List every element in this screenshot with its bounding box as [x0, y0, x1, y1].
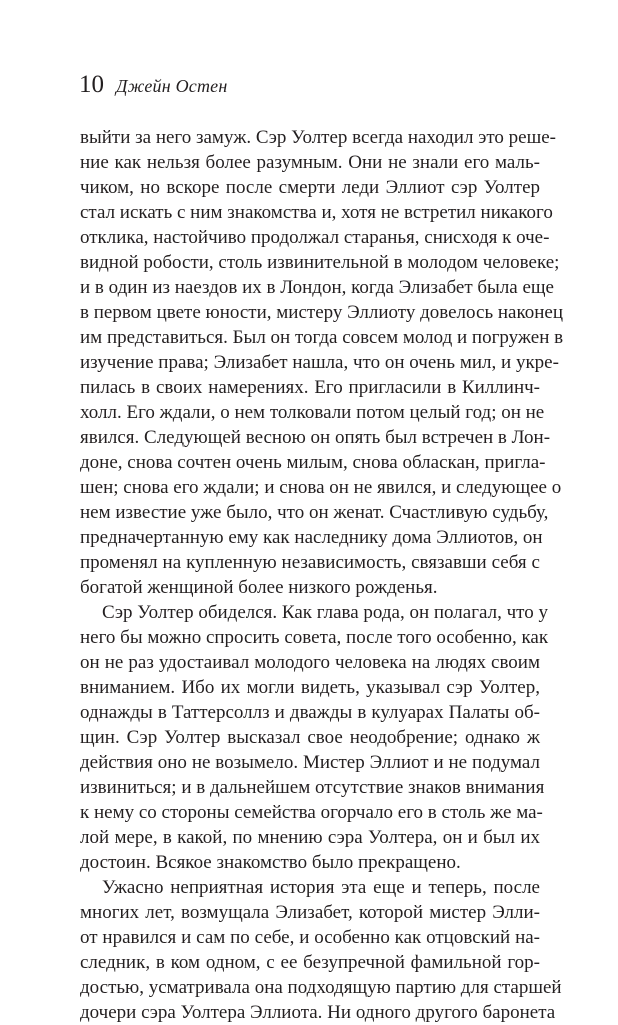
text-line: достоин. Всякое знакомство было прекращено. — [80, 852, 461, 873]
text-line: дочери сэра Уолтера Эллиота. Ни одного другого баронета — [80, 1002, 556, 1023]
text-line: шен; снова его ждали; и снова он не явился, и следующее о — [80, 477, 562, 498]
text-line: следник, в ком одном, с ее безупречной фамильной гор- — [80, 952, 540, 973]
text-line: от нравился и сам по себе, и особенно как отцовский на- — [80, 927, 540, 948]
text-line: променял на купленную независимость, связавши себя с — [80, 552, 540, 573]
text-line: доне, снова сочтен очень милым, снова обласкан, пригла- — [80, 452, 546, 473]
paragraph — [80, 125, 564, 600]
text-line: отклика, настойчиво продолжал старанья, снисходя к оче- — [80, 227, 550, 248]
text-line: щин. Сэр Уолтер высказал свое неодобрение; однако ж — [80, 727, 540, 748]
text-line: достью, усматривала она подходящую партию для старшей — [80, 977, 562, 998]
text-line: выйти за него замуж. Сэр Уолтер всегда находил это реше- — [80, 127, 556, 148]
text-line: холл. Его ждали, о нем толковали потом целый год; он не — [80, 402, 545, 423]
text-line: действия оно не возымело. Мистер Эллиот и не подумал — [80, 752, 540, 773]
text-line: Сэр Уолтер обиделся. Как глава рода, он полагал, что у — [102, 602, 548, 623]
text-line: извиниться; и в дальнейшем отсутствие знаков внимания — [80, 777, 545, 798]
text-line: в первом цвете юности, мистеру Эллиоту довелось наконец — [80, 302, 563, 323]
paragraph — [80, 875, 562, 1025]
text-line: к нему со стороны семейства огорчало его в столь же ма- — [80, 802, 543, 823]
page-number: 10 — [79, 71, 104, 98]
text-line: нем известие уже было, что он женат. Счастливую судьбу, — [80, 502, 549, 523]
running-head-author: Джейн Остен — [116, 76, 228, 96]
text-line: явился. Следующей весною он опять был встречен в Лон- — [80, 427, 551, 448]
paragraph — [80, 600, 549, 875]
text-line: им представиться. Был он тогда совсем молод и погружен в — [80, 327, 564, 348]
text-line: богатой женщиной более низкого рожденья. — [80, 577, 438, 598]
text-line: стал искать с ним знакомства и, хотя не встретил никакого — [80, 202, 553, 223]
text-line: и в один из наездов их в Лондон, когда Элизабет была еще — [80, 277, 554, 298]
text-line: пилась в своих намерениях. Его пригласили в Киллинч- — [80, 377, 540, 398]
text-line: однажды в Таттерсоллз и дважды в кулуарах Палаты об- — [80, 702, 540, 723]
text-line: многих лет, возмущала Элизабет, которой мистер Элли- — [80, 902, 540, 923]
page-header — [79, 72, 227, 97]
text-line: изучение права; Элизабет нашла, что он очень мил, и укре- — [80, 352, 559, 373]
text-line: предначертанную ему как наследнику дома Эллиотов, он — [80, 527, 543, 548]
text-line: лой мере, в какой, по мнению сэра Уолтера, он и был их — [80, 827, 540, 848]
text-line: него бы можно спросить совета, после того особенно, как — [80, 627, 549, 648]
text-line: ние как нельзя более разумным. Они не знали его маль- — [80, 152, 540, 173]
body-text — [80, 125, 564, 1025]
text-line: вниманием. Ибо их могли видеть, указывал сэр Уолтер, — [80, 677, 540, 698]
text-line: видной робости, столь извинительной в молодом человеке; — [80, 252, 560, 273]
text-line: он не раз удостаивал молодого человека на людях своим — [80, 652, 540, 673]
text-line: чиком, но вскоре после смерти леди Эллиот сэр Уолтер — [80, 177, 540, 198]
text-line: Ужасно неприятная история эта еще и теперь, после — [102, 877, 540, 898]
